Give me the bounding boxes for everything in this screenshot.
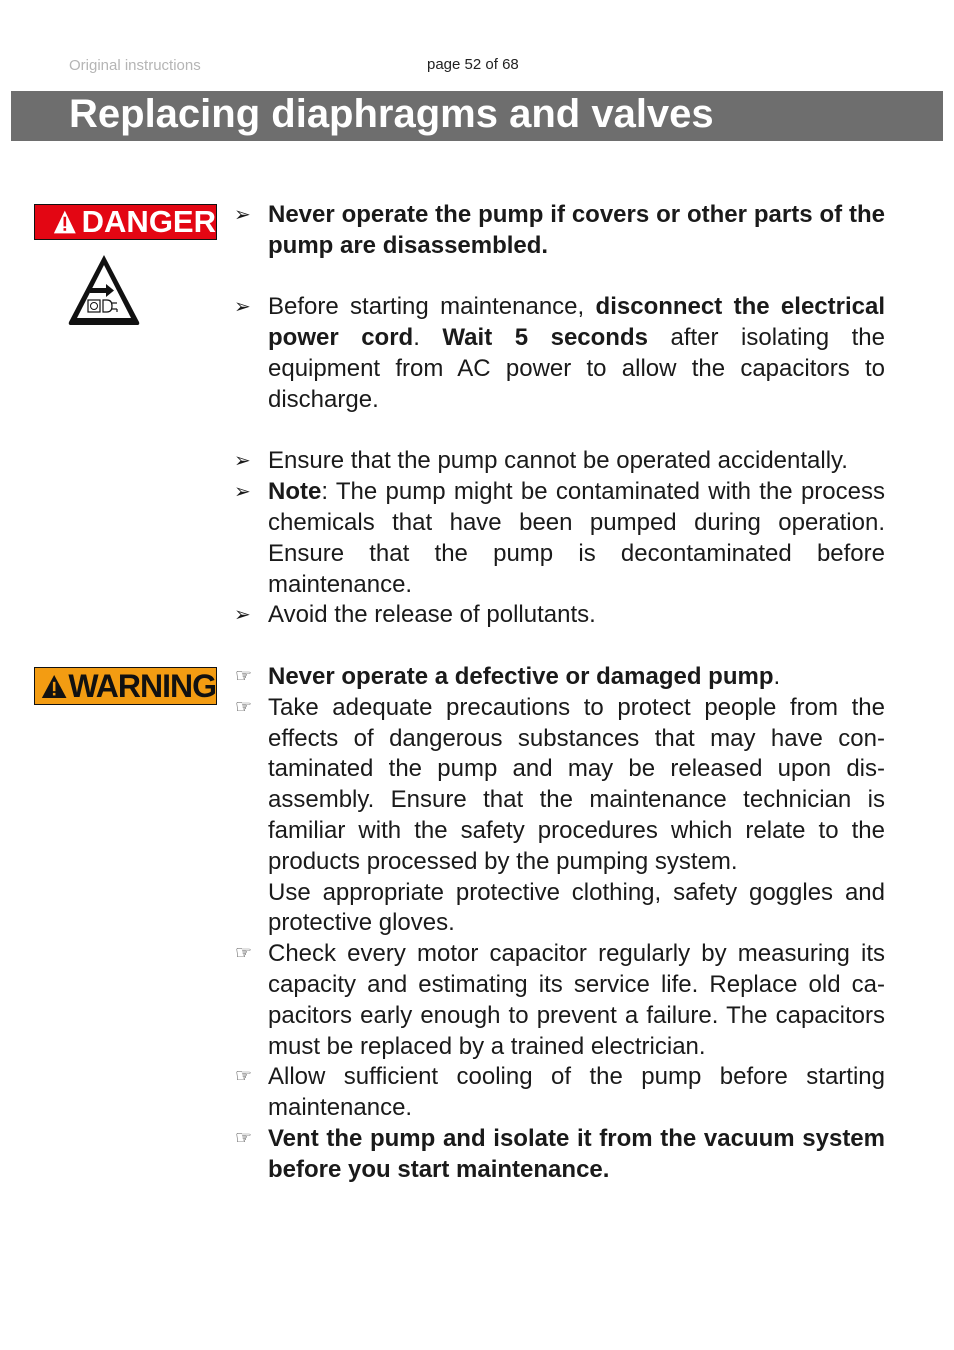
danger-item-4-bold: Note: [268, 478, 322, 506]
danger-item-3: [234, 446, 885, 477]
danger-item-2-text-b: .: [413, 324, 443, 352]
danger-item-2-text-c: after isolating the equipment from AC power to allow the capacitors to discharge.: [268, 324, 885, 413]
title-bar: [11, 91, 943, 141]
danger-item-1-text: Never operate the pump if covers or other parts of the pump are disassembled.: [268, 201, 885, 259]
pointing-hand-icon: ☞: [235, 1127, 253, 1149]
warning-item-1-bold: Never operate a defective or damaged pump: [268, 663, 774, 690]
warning-item-2-continued: [268, 878, 885, 940]
warning-triangle-icon: [41, 672, 67, 701]
warning-item-2-text: Take adequate precautions to protect people from the effects of dangerous substances that may have contaminated the pump and may be released upon disassembly. Ensure that the maintenance technician is familiar with the safety procedures which relate to the products processed by the pumping system.: [268, 693, 885, 875]
danger-triangle-icon: [53, 208, 77, 236]
danger-badge: [34, 204, 217, 240]
danger-item-2: [234, 292, 885, 415]
disconnect-mains-plug-icon: [66, 252, 142, 328]
warning-item-4-text: Allow sufficient cooling of the pump before starting maintenance.: [268, 1063, 885, 1122]
warning-instructions: [235, 662, 885, 1186]
arrow-right-icon: ➢: [234, 481, 251, 504]
danger-item-1: [234, 200, 885, 262]
warning-item-5: [235, 1124, 885, 1186]
danger-instructions: [234, 200, 885, 631]
warning-item-3: [235, 939, 885, 1062]
warning-item-2-text-2: Use appropriate protective clothing, safety goggles and protective gloves.: [268, 878, 885, 937]
danger-item-2-text-a: Before starting maintenance,: [268, 293, 596, 321]
arrow-right-icon: ➢: [234, 450, 251, 473]
warning-item-5-bold: Vent the pump and isolate it from the vacuum system before you start maintenance.: [268, 1124, 885, 1183]
danger-item-2-bold-a: disconnect the electrical power cord: [268, 293, 885, 352]
warning-item-3-text: Check every motor capacitor regularly by measuring its capacity and estimating its service life. Replace old capacitors early enough to prevent a failure. The capacitors must be replaced by a trained electrician.: [268, 940, 885, 1060]
warning-item-1-text: .: [773, 663, 781, 690]
arrow-right-icon: ➢: [234, 604, 251, 627]
danger-item-2-bold-b: Wait 5 seconds: [442, 324, 648, 352]
warning-badge: [34, 667, 217, 705]
warning-label: WARNING: [68, 667, 216, 704]
danger-label: DANGER: [81, 204, 216, 239]
page-number: page 52 of 68: [427, 56, 519, 73]
danger-item-4-text: : The pump might be contaminated with the process chemicals that have been pumped during operation. Ensure that the pump is decontaminated before maintenance.: [268, 478, 885, 598]
pointing-hand-icon: ☞: [235, 943, 253, 965]
header-document-type: Original instructions: [69, 57, 201, 74]
warning-item-2: [235, 693, 885, 878]
arrow-right-icon: ➢: [234, 296, 251, 319]
warning-item-1: [235, 662, 885, 693]
danger-item-4: [234, 477, 885, 600]
danger-item-3-text: Ensure that the pump cannot be operated accidentally.: [268, 447, 848, 475]
pointing-hand-icon: ☞: [235, 666, 253, 687]
page-title: Replacing diaphragms and valves: [69, 92, 714, 136]
arrow-right-icon: ➢: [234, 204, 251, 226]
pointing-hand-icon: ☞: [235, 1066, 253, 1088]
danger-item-5-text: Avoid the release of pollutants.: [268, 601, 596, 629]
pointing-hand-icon: ☞: [235, 696, 253, 718]
danger-item-5: [234, 600, 885, 631]
warning-item-4: [235, 1062, 885, 1124]
